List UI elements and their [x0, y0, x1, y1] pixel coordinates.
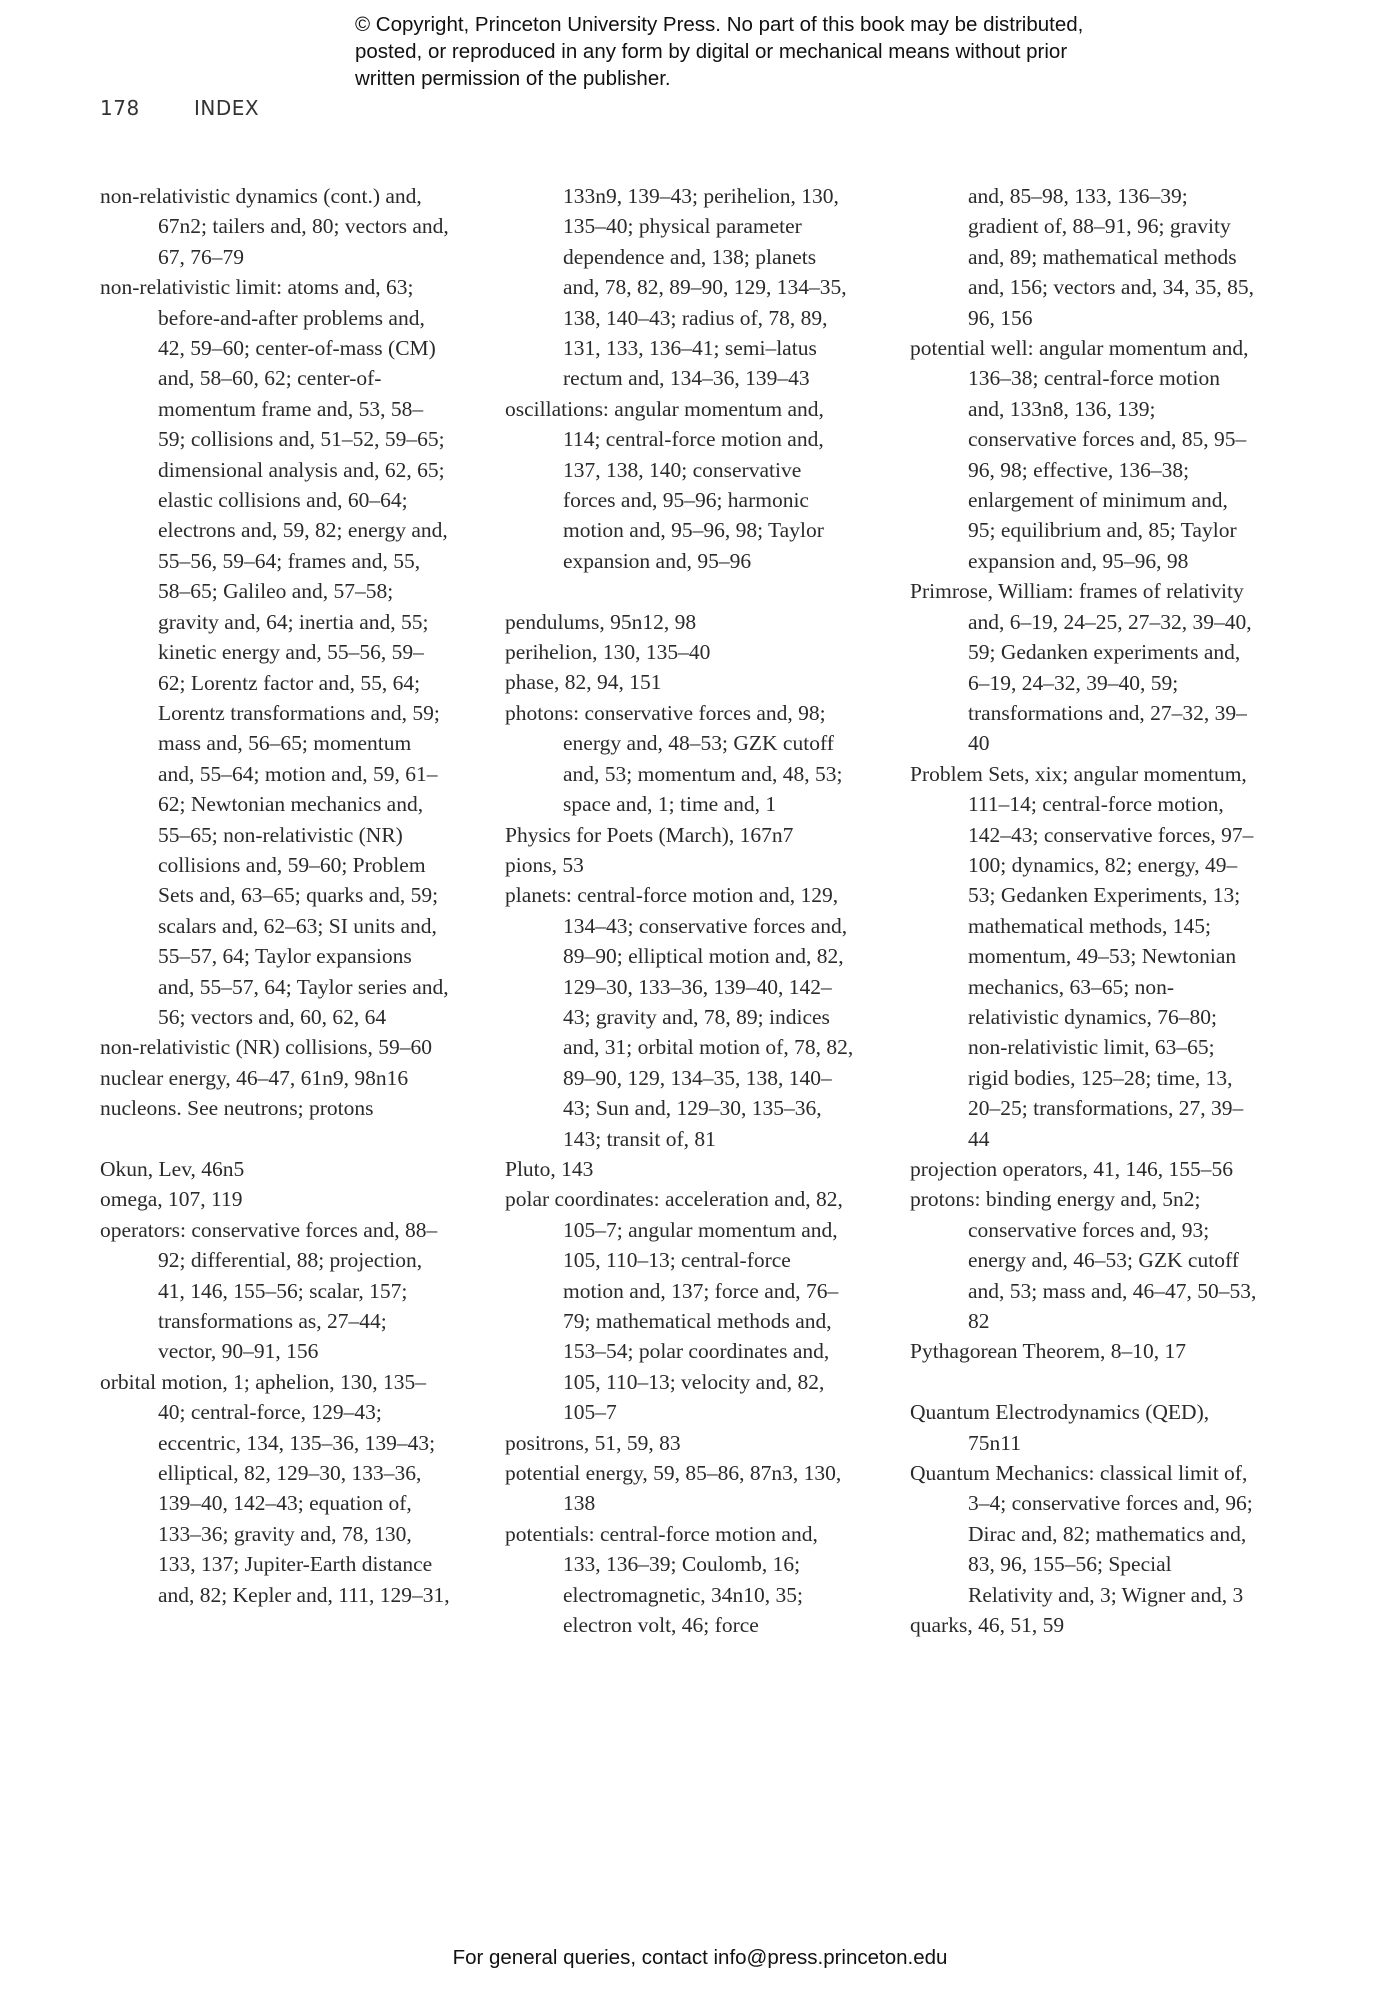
index-entry: perihelion, 130, 135–40: [505, 640, 711, 665]
index-entry: Quantum Electrodynamics (QED), 75n11: [910, 1400, 1210, 1455]
section-title: INDEX: [194, 96, 260, 120]
index-entry: positrons, 51, 59, 83: [505, 1430, 681, 1455]
index-entry: operators: conservative forces and, 88–92; differential, 88; projection, 41, 146, 155–56; scalar, 157; transformations as, 27–44; vector, 90–91, 156: [100, 1217, 438, 1364]
index-entry: protons: binding energy and, 5n2; conservative forces and, 93; energy and, 46–53; GZK cutoff and, 53; mass and, 46–47, 50–53, 82: [910, 1187, 1257, 1334]
index-entry: Pythagorean Theorem, 8–10, 17: [910, 1339, 1187, 1364]
running-head: [100, 96, 259, 120]
index-entry: photons: conservative forces and, 98; energy and, 48–53; GZK cutoff and, 53; momentum and, 48, 53; space and, 1; time and, 1: [505, 700, 843, 817]
copyright-notice: © Copyright, Princeton University Press. No part of this book may be distributed, posted, or reproduced in any form by digital or mechanical means without prior written permission of the publisher.: [355, 13, 1084, 90]
index-entry: pendulums, 95n12, 98: [505, 609, 697, 634]
index-entry: quarks, 46, 51, 59: [910, 1613, 1065, 1638]
index-entry: oscillations: angular momentum and, 114; central-force motion and, 137, 138, 140; conservative forces and, 95–96; harmonic motion and, 95–96, 98; Taylor expansion and, 95–96: [505, 396, 824, 573]
index-entry: non-relativistic (NR) collisions, 59–60: [100, 1035, 433, 1060]
footer-contact: For general queries, contact info@press.princeton.edu: [452, 1946, 948, 1969]
index-entry: pions, 53: [505, 852, 584, 877]
index-entry: planets: central-force motion and, 129, 134–43; conservative forces and, 89–90; elliptical motion and, 82, 129–30, 133–36, 139–40, 142–43; gravity and, 78, 89; indices and, 31; orbital motion of, 78, 82, 89–90, 129, 134–35, 138, 140–43; Sun and, 129–30, 135–36, 143; transit of, 81: [505, 883, 854, 1151]
index-entry: potentials: central-force motion and, 133, 136–39; Coulomb, 16; electromagnetic, 34n10, 35; electron volt, 46; force: [505, 1521, 818, 1638]
index-entry: Pluto, 143: [505, 1156, 594, 1181]
index-entry: potential energy, 59, 85–86, 87n3, 130, 138: [505, 1461, 842, 1516]
index-entry: omega, 107, 119: [100, 1187, 243, 1212]
letter-group-gap: [100, 1124, 450, 1154]
index-entry: Primrose, William: frames of relativity and, 6–19, 24–25, 27–32, 39–40, 59; Gedanken experiments and, 6–19, 24–32, 39–40, 59; transformations and, 27–32, 39–40: [910, 579, 1252, 756]
index-entry: polar coordinates: acceleration and, 82, 105–7; angular momentum and, 105, 110–13; central-force motion and, 137; force and, 76–79; mathematical methods and, 153–54; polar coordinates and, 105, 110–13; velocity and, 82, 105–7: [505, 1187, 843, 1425]
index-entry: nuclear energy, 46–47, 61n9, 98n16: [100, 1065, 409, 1090]
index-entry-continuation: and, 85–98, 133, 136–39; gradient of, 88–91, 96; gravity and, 89; mathematical methods and, 156; vectors and, 34, 35, 85, 96, 156: [968, 184, 1255, 330]
index-entry: phase, 82, 94, 151: [505, 670, 662, 695]
index-entry: non-relativistic limit: atoms and, 63; before-and-after problems and, 42, 59–60; center-of-mass (CM) and, 58–60, 62; center-of-momentum frame and, 53, 58–59; collisions and, 51–52, 59–65; dimensional analysis and, 62, 65; elastic collisions and, 60–64; electrons and, 59, 82; energy and, 55–56, 59–64; frames and, 55, 58–65; Galileo and, 57–58; gravity and, 64; inertia and, 55; kinetic energy and, 55–56, 59–62; Lorentz factor and, 55, 64; Lorentz transformations and, 59; mass and, 56–65; momentum and, 55–64; motion and, 59, 61–62; Newtonian mechanics and, 55–65; non-relativistic (NR) collisions and, 59–60; Problem Sets and, 63–65; quarks and, 59; scalars and, 62–63; SI units and, 55–57, 64; Taylor expansions and, 55–57, 64; Taylor series and, 56; vectors and, 60, 62, 64: [100, 275, 449, 1029]
index-column-1: [100, 181, 450, 1610]
index-entry-continuation: 133n9, 139–43; perihelion, 130, 135–40; physical parameter dependence and, 138; planets and, 78, 82, 89–90, 129, 134–35, 138, 140–43; radius of, 78, 89, 131, 133, 136–41; semi–latus rectum and, 134–36, 139–43: [563, 184, 847, 391]
index-entry: Physics for Poets (March), 167n7: [505, 822, 794, 847]
index-entry: non-relativistic dynamics (cont.) and, 67n2; tailers and, 80; vectors and, 67, 76–79: [100, 184, 449, 269]
index-entry: orbital motion, 1; aphelion, 130, 135–40; central-force, 129–43; eccentric, 134, 135–36, 139–43; elliptical, 82, 129–30, 133–36, 139–40, 142–43; equation of, 133–36; gravity and, 78, 130, 133, 137; Jupiter-Earth distance and, 82; Kepler and, 111, 129–31,: [100, 1369, 450, 1607]
index-column-3: [910, 181, 1260, 1640]
letter-group-gap: [910, 1367, 1260, 1397]
index-entry: Problem Sets, xix; angular momentum, 111–14; central-force motion, 142–43; conservative forces, 97–100; dynamics, 82; energy, 49–53; Gedanken Experiments, 13; mathematical methods, 145; momentum, 49–53; Newtonian mechanics, 63–65; non-relativistic dynamics, 76–80; non-relativistic limit, 63–65; rigid bodies, 125–28; time, 13, 20–25; transformations, 27, 39–44: [910, 761, 1254, 1151]
index-entry: potential well: angular momentum and, 136–38; central-force motion and, 133n8, 136, 139; conservative forces and, 85, 95–96, 98; effective, 136–38; enlargement of minimum and, 95; equilibrium and, 85; Taylor expansion and, 95–96, 98: [910, 336, 1249, 573]
page-number: 178: [100, 96, 140, 120]
index-column-2: [505, 181, 855, 1640]
index-entry: Quantum Mechanics: classical limit of, 3–4; conservative forces and, 96; Dirac and, 82; mathematics and, 83, 96, 155–56; Special Relativity and, 3; Wigner and, 3: [910, 1461, 1253, 1607]
index-entry: Okun, Lev, 46n5: [100, 1156, 245, 1181]
letter-group-gap: [505, 576, 855, 606]
index-entry: nucleons. See neutrons; protons: [100, 1096, 374, 1121]
index-entry: projection operators, 41, 146, 155–56: [910, 1157, 1234, 1181]
